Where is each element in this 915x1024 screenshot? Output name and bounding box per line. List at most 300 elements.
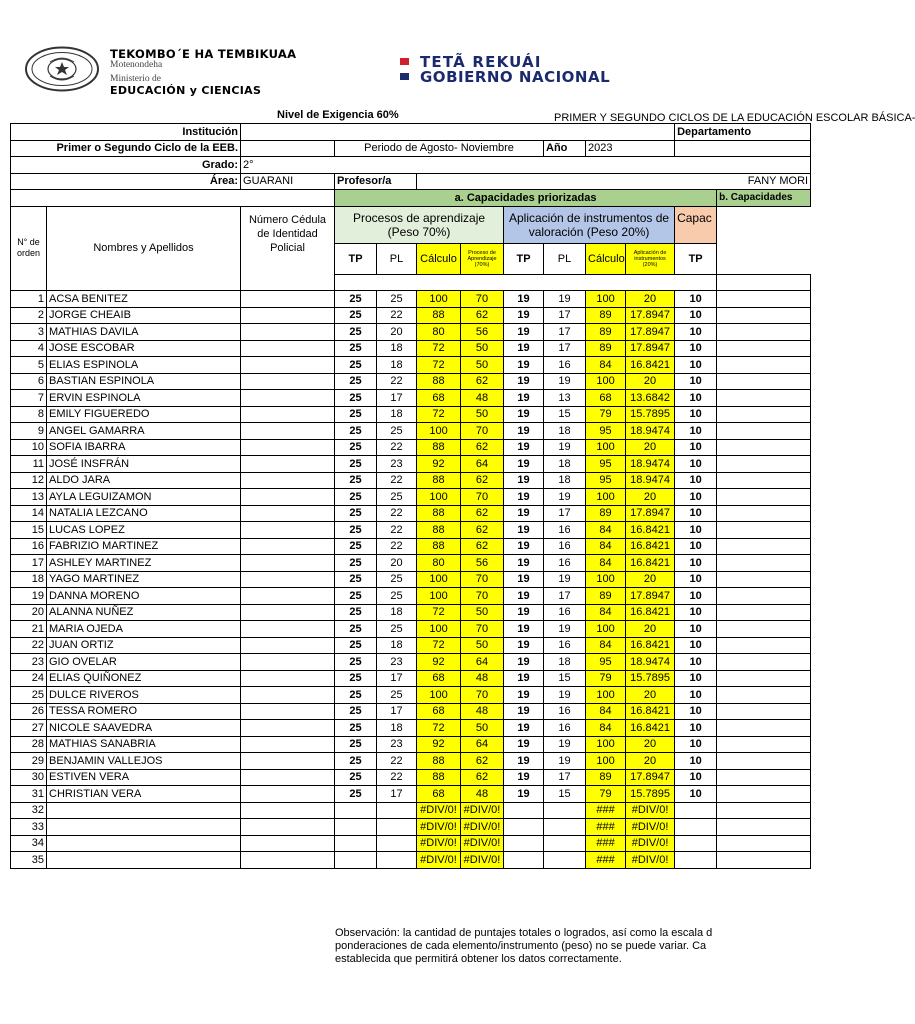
tp2-cell[interactable]: 19 — [504, 505, 544, 522]
calculo2-cell[interactable]: ### — [586, 819, 626, 836]
tp3-cell[interactable]: 10 — [675, 505, 717, 522]
tp3-cell[interactable]: 10 — [675, 555, 717, 572]
student-name[interactable]: FABRIZIO MARTINEZ — [47, 538, 241, 555]
tp2-cell[interactable]: 19 — [504, 753, 544, 770]
aplicacion-cell[interactable]: 17.8947 — [626, 307, 675, 324]
cedula-cell[interactable] — [241, 604, 335, 621]
orden-cell[interactable]: 12 — [11, 472, 47, 489]
pl-cell[interactable]: 25 — [377, 489, 417, 506]
cedula-cell[interactable] — [241, 555, 335, 572]
tp2-cell[interactable]: 19 — [504, 670, 544, 687]
orden-cell[interactable]: 7 — [11, 390, 47, 407]
proceso-cell[interactable]: 48 — [461, 670, 504, 687]
student-name[interactable]: GIO OVELAR — [47, 654, 241, 671]
extra-cell[interactable] — [717, 736, 811, 753]
calculo-cell[interactable]: 72 — [417, 637, 461, 654]
cedula-cell[interactable] — [241, 291, 335, 308]
calculo-cell[interactable]: #DIV/0! — [417, 835, 461, 852]
tp2-cell[interactable]: 19 — [504, 324, 544, 341]
calculo-cell[interactable]: 88 — [417, 753, 461, 770]
pl-cell[interactable]: 25 — [377, 423, 417, 440]
student-name[interactable] — [47, 852, 241, 869]
cedula-cell[interactable] — [241, 357, 335, 374]
proceso-cell[interactable]: 62 — [461, 373, 504, 390]
tp-cell[interactable] — [335, 819, 377, 836]
calculo-cell[interactable]: 92 — [417, 736, 461, 753]
student-name[interactable]: BENJAMIN VALLEJOS — [47, 753, 241, 770]
proceso-cell[interactable]: 50 — [461, 357, 504, 374]
calculo2-cell[interactable]: 95 — [586, 456, 626, 473]
cedula-cell[interactable] — [241, 373, 335, 390]
tp2-cell[interactable]: 19 — [504, 357, 544, 374]
orden-cell[interactable]: 23 — [11, 654, 47, 671]
calculo2-cell[interactable]: 100 — [586, 571, 626, 588]
profesor-value[interactable]: FANY MORI — [417, 173, 811, 190]
tp-cell[interactable]: 25 — [335, 390, 377, 407]
proceso-cell[interactable]: 70 — [461, 423, 504, 440]
calculo-cell[interactable]: 68 — [417, 390, 461, 407]
calculo-cell[interactable]: 100 — [417, 588, 461, 605]
aplicacion-cell[interactable]: 20 — [626, 753, 675, 770]
tp2-cell[interactable]: 19 — [504, 720, 544, 737]
extra-cell[interactable] — [717, 340, 811, 357]
pl2-cell[interactable]: 15 — [544, 786, 586, 803]
calculo-cell[interactable]: 88 — [417, 373, 461, 390]
student-name[interactable]: ERVIN ESPINOLA — [47, 390, 241, 407]
calculo-cell[interactable]: 88 — [417, 522, 461, 539]
calculo2-cell[interactable]: 100 — [586, 373, 626, 390]
proceso-cell[interactable]: 62 — [461, 439, 504, 456]
proceso-cell[interactable]: 48 — [461, 390, 504, 407]
calculo-cell[interactable]: 88 — [417, 538, 461, 555]
tp-cell[interactable]: 25 — [335, 753, 377, 770]
pl-cell[interactable]: 25 — [377, 588, 417, 605]
extra-cell[interactable] — [717, 423, 811, 440]
pl2-cell[interactable]: 16 — [544, 604, 586, 621]
pl2-cell[interactable]: 19 — [544, 373, 586, 390]
extra-cell[interactable] — [717, 472, 811, 489]
tp2-cell[interactable]: 19 — [504, 406, 544, 423]
cedula-cell[interactable] — [241, 439, 335, 456]
tp3-cell[interactable]: 10 — [675, 538, 717, 555]
student-name[interactable]: ALDO JARA — [47, 472, 241, 489]
tp3-cell[interactable]: 10 — [675, 340, 717, 357]
student-name[interactable]: ASHLEY MARTINEZ — [47, 555, 241, 572]
tp3-cell[interactable]: 10 — [675, 571, 717, 588]
pl-cell[interactable] — [377, 819, 417, 836]
proceso-cell[interactable]: #DIV/0! — [461, 852, 504, 869]
student-name[interactable]: ANGEL GAMARRA — [47, 423, 241, 440]
calculo2-cell[interactable]: 100 — [586, 736, 626, 753]
calculo2-cell[interactable]: 100 — [586, 621, 626, 638]
student-name[interactable]: DANNA MORENO — [47, 588, 241, 605]
pl-cell[interactable]: 22 — [377, 769, 417, 786]
extra-cell[interactable] — [717, 687, 811, 704]
tp3-cell[interactable]: 10 — [675, 670, 717, 687]
aplicacion-cell[interactable]: 16.8421 — [626, 555, 675, 572]
calculo-cell[interactable]: #DIV/0! — [417, 819, 461, 836]
tp3-cell[interactable]: 10 — [675, 736, 717, 753]
tp2-cell[interactable]: 19 — [504, 522, 544, 539]
pl-cell[interactable]: 22 — [377, 522, 417, 539]
tp2-cell[interactable]: 19 — [504, 489, 544, 506]
extra-cell[interactable] — [717, 307, 811, 324]
tp3-cell[interactable]: 10 — [675, 703, 717, 720]
proceso-cell[interactable]: 62 — [461, 522, 504, 539]
tp-cell[interactable]: 25 — [335, 324, 377, 341]
orden-cell[interactable]: 27 — [11, 720, 47, 737]
orden-cell[interactable]: 26 — [11, 703, 47, 720]
calculo-cell[interactable]: 100 — [417, 621, 461, 638]
student-name[interactable] — [47, 835, 241, 852]
tp-cell[interactable] — [335, 802, 377, 819]
extra-cell[interactable] — [717, 769, 811, 786]
pl-cell[interactable]: 22 — [377, 472, 417, 489]
aplicacion-cell[interactable]: 15.7895 — [626, 670, 675, 687]
pl-cell[interactable]: 18 — [377, 340, 417, 357]
tp-cell[interactable]: 25 — [335, 670, 377, 687]
pl2-cell[interactable]: 19 — [544, 621, 586, 638]
tp3-cell[interactable]: 10 — [675, 637, 717, 654]
aplicacion-cell[interactable]: #DIV/0! — [626, 819, 675, 836]
calculo-cell[interactable]: 88 — [417, 472, 461, 489]
proceso-cell[interactable]: 62 — [461, 769, 504, 786]
orden-cell[interactable]: 21 — [11, 621, 47, 638]
extra-cell[interactable] — [717, 522, 811, 539]
pl2-cell[interactable]: 19 — [544, 687, 586, 704]
pl2-cell[interactable]: 16 — [544, 637, 586, 654]
pl-cell[interactable] — [377, 852, 417, 869]
pl-cell[interactable] — [377, 802, 417, 819]
pl2-cell[interactable]: 16 — [544, 703, 586, 720]
calculo-cell[interactable]: 92 — [417, 456, 461, 473]
proceso-cell[interactable]: 70 — [461, 291, 504, 308]
student-name[interactable]: AYLA LEGUIZAMON — [47, 489, 241, 506]
extra-cell[interactable] — [717, 852, 811, 869]
tp3-cell[interactable]: 10 — [675, 439, 717, 456]
calculo2-cell[interactable]: 84 — [586, 357, 626, 374]
aplicacion-cell[interactable]: 18.9474 — [626, 654, 675, 671]
orden-cell[interactable]: 28 — [11, 736, 47, 753]
proceso-cell[interactable]: 70 — [461, 687, 504, 704]
calculo2-cell[interactable]: 100 — [586, 291, 626, 308]
calculo-cell[interactable]: 88 — [417, 505, 461, 522]
cedula-cell[interactable] — [241, 621, 335, 638]
aplicacion-cell[interactable]: 17.8947 — [626, 340, 675, 357]
tp2-cell[interactable]: 19 — [504, 456, 544, 473]
orden-cell[interactable]: 31 — [11, 786, 47, 803]
tp3-cell[interactable]: 10 — [675, 456, 717, 473]
cedula-cell[interactable] — [241, 456, 335, 473]
aplicacion-cell[interactable]: 16.8421 — [626, 703, 675, 720]
extra-cell[interactable] — [717, 291, 811, 308]
orden-cell[interactable]: 29 — [11, 753, 47, 770]
pl2-cell[interactable] — [544, 835, 586, 852]
proceso-cell[interactable]: 50 — [461, 406, 504, 423]
pl-cell[interactable]: 18 — [377, 637, 417, 654]
calculo-cell[interactable]: 72 — [417, 357, 461, 374]
aplicacion-cell[interactable]: 20 — [626, 621, 675, 638]
aplicacion-cell[interactable]: 16.8421 — [626, 720, 675, 737]
extra-cell[interactable] — [717, 753, 811, 770]
calculo2-cell[interactable]: 68 — [586, 390, 626, 407]
tp2-cell[interactable]: 19 — [504, 703, 544, 720]
orden-cell[interactable]: 19 — [11, 588, 47, 605]
aplicacion-cell[interactable]: 20 — [626, 439, 675, 456]
grado-value[interactable]: 2° — [241, 157, 811, 174]
orden-cell[interactable]: 10 — [11, 439, 47, 456]
tp-cell[interactable]: 25 — [335, 357, 377, 374]
cedula-cell[interactable] — [241, 802, 335, 819]
calculo2-cell[interactable]: ### — [586, 835, 626, 852]
orden-cell[interactable]: 20 — [11, 604, 47, 621]
orden-cell[interactable]: 33 — [11, 819, 47, 836]
tp-cell[interactable]: 25 — [335, 505, 377, 522]
proceso-cell[interactable]: 50 — [461, 604, 504, 621]
extra-cell[interactable] — [717, 324, 811, 341]
extra-cell[interactable] — [717, 703, 811, 720]
extra-cell[interactable] — [717, 654, 811, 671]
calculo2-cell[interactable]: 95 — [586, 423, 626, 440]
extra-cell[interactable] — [717, 439, 811, 456]
pl-cell[interactable]: 25 — [377, 621, 417, 638]
calculo2-cell[interactable]: 79 — [586, 406, 626, 423]
tp-cell[interactable]: 25 — [335, 456, 377, 473]
pl-cell[interactable]: 22 — [377, 505, 417, 522]
extra-cell[interactable] — [717, 505, 811, 522]
pl2-cell[interactable]: 18 — [544, 423, 586, 440]
calculo2-cell[interactable]: 89 — [586, 588, 626, 605]
pl2-cell[interactable] — [544, 802, 586, 819]
student-name[interactable]: EMILY FIGUEREDO — [47, 406, 241, 423]
extra-cell[interactable] — [717, 390, 811, 407]
cedula-cell[interactable] — [241, 340, 335, 357]
calculo-cell[interactable]: 68 — [417, 703, 461, 720]
student-name[interactable]: ACSA BENITEZ — [47, 291, 241, 308]
tp-cell[interactable]: 25 — [335, 720, 377, 737]
pl-cell[interactable]: 20 — [377, 555, 417, 572]
orden-cell[interactable]: 30 — [11, 769, 47, 786]
aplicacion-cell[interactable]: 13.6842 — [626, 390, 675, 407]
pl-cell[interactable]: 22 — [377, 439, 417, 456]
student-name[interactable]: MATHIAS SANABRIA — [47, 736, 241, 753]
tp-cell[interactable]: 25 — [335, 373, 377, 390]
proceso-cell[interactable]: 70 — [461, 571, 504, 588]
proceso-cell[interactable]: 48 — [461, 703, 504, 720]
tp-cell[interactable]: 25 — [335, 522, 377, 539]
tp2-cell[interactable]: 19 — [504, 604, 544, 621]
cedula-cell[interactable] — [241, 505, 335, 522]
orden-cell[interactable]: 16 — [11, 538, 47, 555]
calculo2-cell[interactable]: 100 — [586, 489, 626, 506]
pl-cell[interactable]: 25 — [377, 291, 417, 308]
proceso-cell[interactable]: 64 — [461, 654, 504, 671]
pl2-cell[interactable]: 17 — [544, 340, 586, 357]
tp-cell[interactable]: 25 — [335, 472, 377, 489]
extra-cell[interactable] — [717, 637, 811, 654]
orden-cell[interactable]: 24 — [11, 670, 47, 687]
cedula-cell[interactable] — [241, 819, 335, 836]
pl2-cell[interactable]: 13 — [544, 390, 586, 407]
student-name[interactable]: YAGO MARTINEZ — [47, 571, 241, 588]
pl-cell[interactable]: 17 — [377, 703, 417, 720]
pl2-cell[interactable]: 16 — [544, 538, 586, 555]
tp3-cell[interactable]: 10 — [675, 769, 717, 786]
cedula-cell[interactable] — [241, 835, 335, 852]
tp3-cell[interactable]: 10 — [675, 357, 717, 374]
calculo-cell[interactable]: 100 — [417, 423, 461, 440]
orden-cell[interactable]: 8 — [11, 406, 47, 423]
calculo2-cell[interactable]: 84 — [586, 604, 626, 621]
cedula-cell[interactable] — [241, 522, 335, 539]
tp-cell[interactable]: 25 — [335, 571, 377, 588]
aplicacion-cell[interactable]: 15.7895 — [626, 786, 675, 803]
ciclo-field[interactable] — [241, 140, 335, 157]
calculo2-cell[interactable]: 84 — [586, 555, 626, 572]
student-name[interactable]: JUAN ORTIZ — [47, 637, 241, 654]
tp2-cell[interactable]: 19 — [504, 769, 544, 786]
pl2-cell[interactable] — [544, 852, 586, 869]
pl2-cell[interactable]: 17 — [544, 769, 586, 786]
student-name[interactable]: ELIAS QUIÑONEZ — [47, 670, 241, 687]
proceso-cell[interactable]: 64 — [461, 456, 504, 473]
extra-cell[interactable] — [717, 373, 811, 390]
calculo-cell[interactable]: 100 — [417, 687, 461, 704]
calculo2-cell[interactable]: 79 — [586, 670, 626, 687]
cedula-cell[interactable] — [241, 406, 335, 423]
calculo2-cell[interactable]: 89 — [586, 505, 626, 522]
tp3-cell[interactable]: 10 — [675, 588, 717, 605]
tp3-cell[interactable]: 10 — [675, 654, 717, 671]
aplicacion-cell[interactable]: 17.8947 — [626, 324, 675, 341]
calculo-cell[interactable]: #DIV/0! — [417, 852, 461, 869]
orden-cell[interactable]: 1 — [11, 291, 47, 308]
orden-cell[interactable]: 9 — [11, 423, 47, 440]
proceso-cell[interactable]: 62 — [461, 472, 504, 489]
calculo-cell[interactable]: 100 — [417, 291, 461, 308]
orden-cell[interactable]: 32 — [11, 802, 47, 819]
pl-cell[interactable]: 18 — [377, 720, 417, 737]
pl-cell[interactable]: 22 — [377, 753, 417, 770]
tp-cell[interactable]: 25 — [335, 687, 377, 704]
aplicacion-cell[interactable]: 17.8947 — [626, 769, 675, 786]
student-name[interactable]: TESSA ROMERO — [47, 703, 241, 720]
calculo2-cell[interactable]: 100 — [586, 687, 626, 704]
area-value[interactable]: GUARANI — [241, 173, 335, 190]
tp2-cell[interactable]: 19 — [504, 637, 544, 654]
orden-cell[interactable]: 25 — [11, 687, 47, 704]
pl-cell[interactable]: 17 — [377, 786, 417, 803]
extra-cell[interactable] — [717, 555, 811, 572]
extra-cell[interactable] — [717, 357, 811, 374]
pl-cell[interactable]: 18 — [377, 604, 417, 621]
tp-cell[interactable]: 25 — [335, 538, 377, 555]
institucion-field[interactable] — [241, 124, 675, 141]
cedula-cell[interactable] — [241, 472, 335, 489]
aplicacion-cell[interactable]: 16.8421 — [626, 522, 675, 539]
tp2-cell[interactable]: 19 — [504, 588, 544, 605]
proceso-cell[interactable]: 50 — [461, 720, 504, 737]
tp2-cell[interactable]: 19 — [504, 654, 544, 671]
aplicacion-cell[interactable]: 17.8947 — [626, 505, 675, 522]
calculo-cell[interactable]: 80 — [417, 555, 461, 572]
tp3-cell[interactable]: 10 — [675, 423, 717, 440]
tp-cell[interactable] — [335, 835, 377, 852]
tp2-cell[interactable]: 19 — [504, 423, 544, 440]
orden-cell[interactable]: 11 — [11, 456, 47, 473]
tp2-cell[interactable]: 19 — [504, 687, 544, 704]
tp2-cell[interactable]: 19 — [504, 472, 544, 489]
calculo2-cell[interactable]: 84 — [586, 538, 626, 555]
proceso-cell[interactable]: 50 — [461, 340, 504, 357]
proceso-cell[interactable]: 56 — [461, 324, 504, 341]
proceso-cell[interactable]: 70 — [461, 489, 504, 506]
proceso-cell[interactable]: 70 — [461, 621, 504, 638]
pl2-cell[interactable]: 18 — [544, 472, 586, 489]
calculo2-cell[interactable]: 100 — [586, 439, 626, 456]
tp-cell[interactable]: 25 — [335, 489, 377, 506]
pl2-cell[interactable]: 16 — [544, 720, 586, 737]
cedula-cell[interactable] — [241, 852, 335, 869]
tp-cell[interactable]: 25 — [335, 588, 377, 605]
tp3-cell[interactable]: 10 — [675, 604, 717, 621]
pl-cell[interactable]: 23 — [377, 736, 417, 753]
orden-cell[interactable]: 2 — [11, 307, 47, 324]
orden-cell[interactable]: 14 — [11, 505, 47, 522]
pl2-cell[interactable]: 17 — [544, 324, 586, 341]
cedula-cell[interactable] — [241, 390, 335, 407]
tp-cell[interactable]: 25 — [335, 736, 377, 753]
extra-cell[interactable] — [717, 489, 811, 506]
pl2-cell[interactable]: 19 — [544, 439, 586, 456]
orden-cell[interactable]: 6 — [11, 373, 47, 390]
tp3-cell[interactable] — [675, 802, 717, 819]
tp3-cell[interactable] — [675, 852, 717, 869]
calculo-cell[interactable]: 92 — [417, 654, 461, 671]
extra-cell[interactable] — [717, 835, 811, 852]
aplicacion-cell[interactable]: #DIV/0! — [626, 835, 675, 852]
extra-cell[interactable] — [717, 538, 811, 555]
tp-cell[interactable]: 25 — [335, 769, 377, 786]
aplicacion-cell[interactable]: #DIV/0! — [626, 852, 675, 869]
proceso-cell[interactable]: 50 — [461, 637, 504, 654]
aplicacion-cell[interactable]: 18.9474 — [626, 456, 675, 473]
aplicacion-cell[interactable]: 20 — [626, 571, 675, 588]
student-name[interactable] — [47, 819, 241, 836]
calculo2-cell[interactable]: 89 — [586, 769, 626, 786]
cedula-cell[interactable] — [241, 720, 335, 737]
tp3-cell[interactable] — [675, 835, 717, 852]
student-name[interactable]: BASTIAN ESPINOLA — [47, 373, 241, 390]
pl2-cell[interactable]: 15 — [544, 670, 586, 687]
pl-cell[interactable]: 18 — [377, 406, 417, 423]
student-name[interactable]: DULCE RIVEROS — [47, 687, 241, 704]
proceso-cell[interactable]: 62 — [461, 505, 504, 522]
pl-cell[interactable]: 23 — [377, 654, 417, 671]
calculo2-cell[interactable]: 84 — [586, 703, 626, 720]
extra-cell[interactable] — [717, 588, 811, 605]
pl2-cell[interactable]: 17 — [544, 505, 586, 522]
orden-cell[interactable]: 15 — [11, 522, 47, 539]
orden-cell[interactable]: 17 — [11, 555, 47, 572]
cedula-cell[interactable] — [241, 753, 335, 770]
tp-cell[interactable]: 25 — [335, 703, 377, 720]
pl2-cell[interactable]: 17 — [544, 588, 586, 605]
extra-cell[interactable] — [717, 571, 811, 588]
extra-cell[interactable] — [717, 819, 811, 836]
proceso-cell[interactable]: 64 — [461, 736, 504, 753]
tp2-cell[interactable]: 19 — [504, 307, 544, 324]
